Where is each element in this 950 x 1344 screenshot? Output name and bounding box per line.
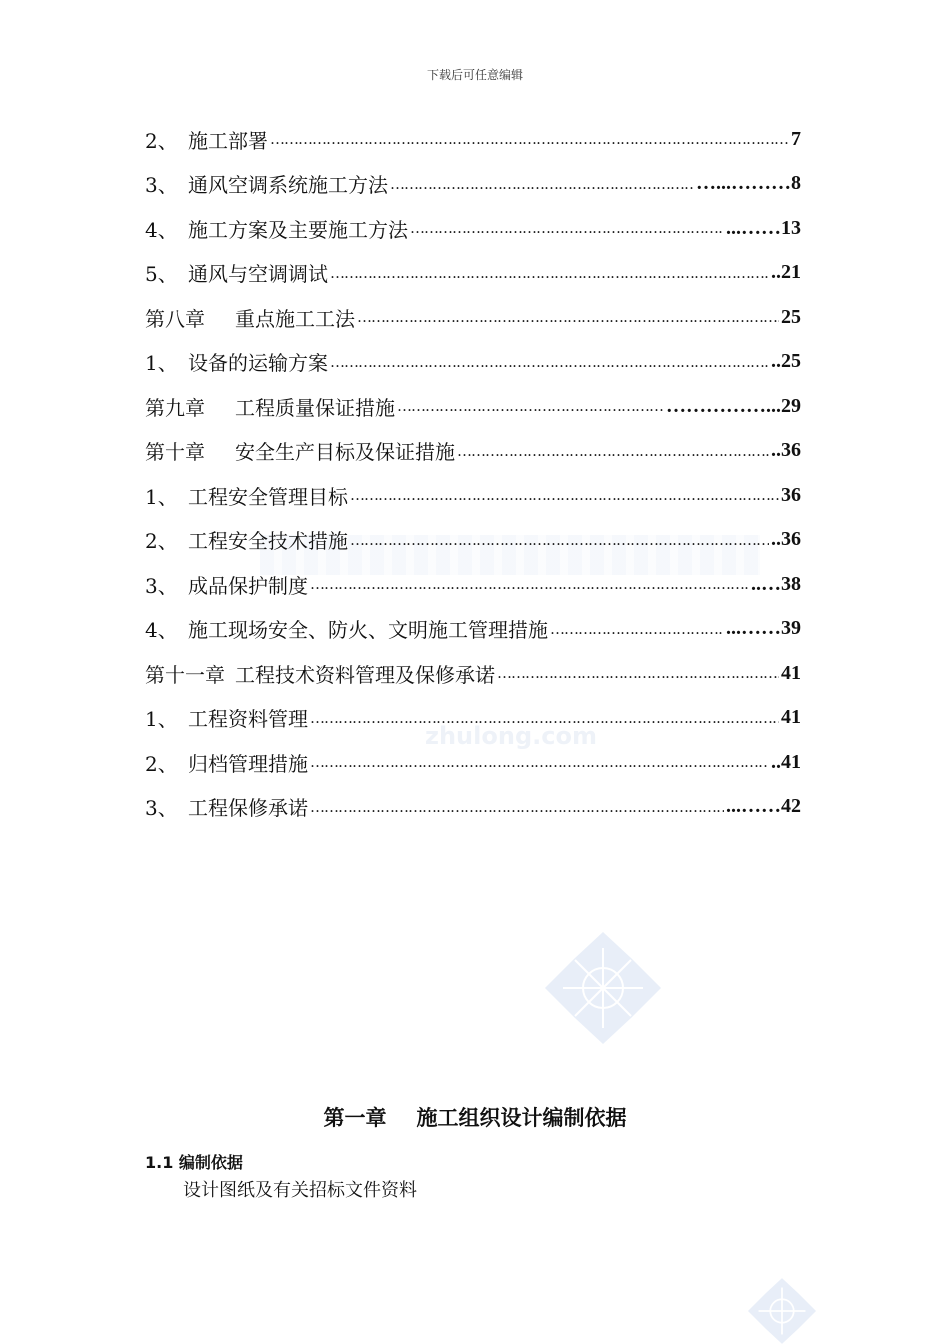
toc-entry-page: ..41 [771, 750, 801, 773]
toc-entry[interactable] [145, 525, 801, 555]
toc-entry-title: 通风与空调调试 [188, 262, 328, 286]
toc-leader-dots [397, 397, 664, 415]
toc-entry-number: 3、 [145, 173, 178, 197]
toc-entry-title: 施工方案及主要施工方法 [188, 217, 408, 242]
toc-entry-page: ..36 [771, 439, 801, 461]
toc-entry[interactable] [145, 347, 801, 377]
chapter-label: 第一章 [323, 1106, 387, 1130]
toc-chapter-entry[interactable] [145, 658, 801, 688]
toc-entry-title: 工程保修承诺 [188, 796, 308, 820]
body-paragraph: 设计图纸及有关招标文件资料 [183, 1180, 417, 1201]
toc-entry-title: 工程安全技术措施 [188, 529, 348, 553]
toc-leader-dots [350, 486, 779, 504]
toc-entry[interactable] [145, 747, 801, 777]
toc-chapter-entry[interactable] [145, 302, 801, 332]
toc-entry[interactable] [145, 569, 801, 599]
watermark-text: zhulong.com [425, 722, 597, 750]
toc-entry-page: ...……13 [726, 216, 801, 239]
toc-entry-page: ..…38 [751, 572, 801, 595]
toc-chapter-number: 第十章 [145, 440, 205, 464]
toc-entry[interactable] [145, 258, 801, 288]
toc-entry-title: 工程技术资料管理及保修承诺 [235, 662, 495, 687]
watermark-logo-small-icon [748, 1278, 816, 1344]
toc-leader-dots [357, 308, 779, 326]
watermark-logo-icon [545, 932, 661, 1044]
chapter-title-text: 施工组织设计编制依据 [416, 1106, 627, 1130]
toc-chapter-number: 第八章 [145, 306, 205, 331]
toc-leader-dots [310, 709, 779, 727]
toc-entry-title: 重点施工工法 [235, 306, 355, 331]
section-heading: 1.1 编制依据 [145, 1153, 243, 1172]
toc-entry-number: 3、 [145, 796, 178, 820]
toc-entry-page: 36 [781, 483, 801, 506]
toc-entry[interactable] [145, 614, 801, 644]
toc-entry[interactable] [145, 703, 801, 733]
toc-entry-number: 2、 [145, 128, 178, 153]
toc-entry-title: 施工现场安全、防火、文明施工管理措施 [188, 618, 548, 642]
toc-entry-number: 3、 [145, 573, 178, 598]
toc-entry-title: 安全生产目标及保证措施 [235, 440, 455, 464]
toc-leader-dots [310, 575, 749, 593]
toc-entry-title: 工程安全管理目标 [188, 484, 348, 509]
toc-entry-page: 41 [781, 706, 801, 728]
toc-entry-page: ..36 [771, 528, 801, 550]
toc-entry-page: 7 [791, 127, 801, 150]
toc-entry[interactable] [145, 213, 801, 243]
toc-entry-title: 通风空调系统施工方法 [188, 173, 388, 197]
toc-chapter-number: 第十一章 [145, 662, 225, 687]
toc-entry[interactable] [145, 169, 801, 199]
toc-entry-number: 2、 [145, 529, 178, 553]
toc-leader-dots [350, 531, 769, 549]
toc-entry[interactable] [145, 124, 801, 154]
toc-chapter-entry[interactable] [145, 391, 801, 421]
toc-entry-title: 工程质量保证措施 [235, 395, 395, 420]
toc-leader-dots [310, 798, 724, 816]
toc-chapter-entry[interactable] [145, 436, 801, 466]
toc-chapter-number: 第九章 [145, 395, 205, 420]
toc-leader-dots [270, 130, 789, 148]
toc-entry-number: 4、 [145, 217, 178, 242]
toc-entry-page: 25 [781, 305, 801, 328]
toc-entry-number: 2、 [145, 751, 178, 776]
toc-entry-page: ..21 [771, 261, 801, 283]
toc-entry-number: 1、 [145, 707, 178, 731]
toc-entry-title: 归档管理措施 [188, 751, 308, 776]
toc-entry-title: 成品保护制度 [188, 573, 308, 598]
toc-entry-title: 工程资料管理 [188, 707, 308, 731]
toc-entry-number: 1、 [145, 351, 178, 375]
toc-entry-page: ..25 [771, 350, 801, 372]
toc-entry-number: 4、 [145, 618, 178, 642]
toc-entry-number: 5、 [145, 262, 178, 286]
toc-leader-dots [330, 353, 769, 371]
toc-entry[interactable] [145, 792, 801, 822]
toc-leader-dots [410, 219, 724, 237]
toc-entry-title: 设备的运输方案 [188, 351, 328, 375]
toc-entry-number: 1、 [145, 484, 178, 509]
toc-leader-dots [457, 442, 769, 460]
toc-leader-dots [550, 620, 724, 638]
toc-entry-title: 施工部署 [188, 128, 268, 153]
toc-entry-page: …...………8 [696, 172, 801, 194]
toc-leader-dots [390, 175, 694, 193]
page-header: 下载后可任意编辑 [426, 68, 523, 82]
toc-entry-page: 41 [781, 661, 801, 684]
toc-entry-page: ……………...29 [666, 394, 801, 417]
toc-leader-dots [330, 264, 769, 282]
toc-entry[interactable] [145, 480, 801, 510]
toc-entry-page: ...……42 [726, 795, 801, 817]
toc-entry-page: ...……39 [726, 617, 801, 639]
toc-leader-dots [497, 664, 779, 682]
chapter-heading [0, 1102, 950, 1132]
toc-leader-dots [310, 753, 769, 771]
